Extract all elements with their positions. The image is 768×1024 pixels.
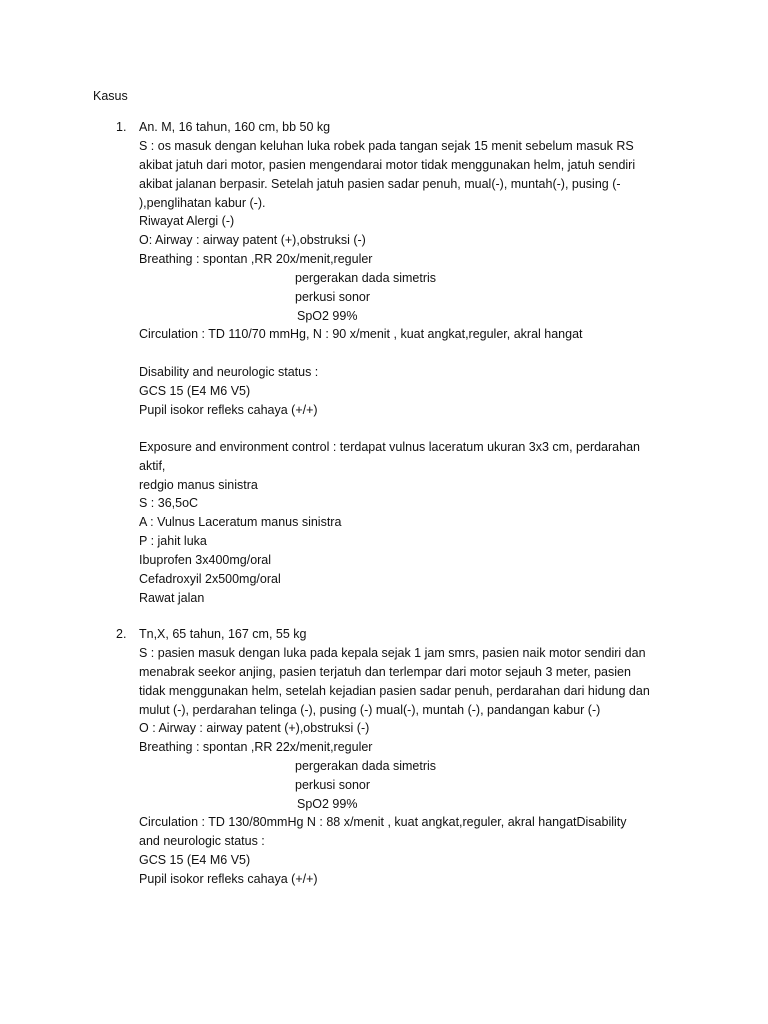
text-line: P : jahit luka bbox=[139, 534, 207, 548]
text-line: S : pasien masuk dengan luka pada kepala sejak 1 jam smrs, pasien naik motor sendiri dan bbox=[139, 646, 646, 660]
text-line: Cefadroxyil 2x500mg/oral bbox=[139, 572, 281, 586]
text-line: A : Vulnus Laceratum manus sinistra bbox=[139, 515, 342, 529]
text-line: Breathing : spontan ,RR 20x/menit,reguler bbox=[139, 252, 373, 266]
text-line: pergerakan dada simetris bbox=[295, 271, 437, 285]
case-2-number: 2. bbox=[116, 627, 127, 641]
case-1-number: 1. bbox=[116, 120, 127, 134]
text-line: pergerakan dada simetris bbox=[295, 759, 437, 773]
document-title: Kasus bbox=[93, 89, 128, 103]
text-line: Exposure and environment control : terdapat vulnus laceratum ukuran 3x3 cm, perdarahan bbox=[139, 440, 640, 454]
text-line: O : Airway : airway patent (+),obstruksi (-) bbox=[139, 721, 370, 735]
text-line: Ibuprofen 3x400mg/oral bbox=[139, 553, 272, 567]
text-line: perkusi sonor bbox=[295, 778, 371, 792]
text-line: mulut (-), perdarahan telinga (-), pusing (-) mual(-), muntah (-), pandangan kabur (-) bbox=[139, 703, 601, 717]
text-line: ),penglihatan kabur (-). bbox=[139, 196, 266, 210]
text-line: O: Airway : airway patent (+),obstruksi (-) bbox=[139, 233, 366, 247]
text-line: S : 36,5oC bbox=[139, 496, 199, 510]
text-line: Pupil isokor refleks cahaya (+/+) bbox=[139, 872, 318, 886]
text-line: aktif, bbox=[139, 459, 166, 473]
text-line: Circulation : TD 110/70 mmHg, N : 90 x/menit , kuat angkat,reguler, akral hangat bbox=[139, 327, 583, 341]
text-line: akibat jatuh dari motor, pasien mengendarai motor tidak menggunakan helm, jatuh sendiri bbox=[139, 158, 636, 172]
text-line: S : os masuk dengan keluhan luka robek pada tangan sejak 15 menit sebelum masuk RS bbox=[139, 139, 634, 153]
text-line: GCS 15 (E4 M6 V5) bbox=[139, 384, 251, 398]
text-line: Disability and neurologic status : bbox=[139, 365, 319, 379]
text-line: akibat jalanan berpasir. Setelah jatuh pasien sadar penuh, mual(-), muntah(-), pusing (- bbox=[139, 177, 621, 191]
text-line: Pupil isokor refleks cahaya (+/+) bbox=[139, 403, 318, 417]
text-line: Breathing : spontan ,RR 22x/menit,reguler bbox=[139, 740, 373, 754]
text-line: GCS 15 (E4 M6 V5) bbox=[139, 853, 251, 867]
text-line: menabrak seekor anjing, pasien terjatuh dan terlempar dari motor sejauh 3 meter, pasien bbox=[139, 665, 631, 679]
text-line: tidak menggunakan helm, setelah kejadian pasien sadar penuh, perdarahan dari hidung dan bbox=[139, 684, 650, 698]
text-line: SpO2 99% bbox=[297, 797, 358, 811]
text-line: redgio manus sinistra bbox=[139, 478, 258, 492]
text-line: An. M, 16 tahun, 160 cm, bb 50 kg bbox=[139, 120, 331, 134]
text-line: Rawat jalan bbox=[139, 591, 205, 605]
text-line: Circulation : TD 130/80mmHg N : 88 x/menit , kuat angkat,reguler, akral hangatDisability bbox=[139, 815, 627, 829]
text-line: Riwayat Alergi (-) bbox=[139, 214, 235, 228]
text-line: Tn,X, 65 tahun, 167 cm, 55 kg bbox=[139, 627, 307, 641]
text-line: and neurologic status : bbox=[139, 834, 265, 848]
text-line: SpO2 99% bbox=[297, 309, 358, 323]
text-line: perkusi sonor bbox=[295, 290, 371, 304]
